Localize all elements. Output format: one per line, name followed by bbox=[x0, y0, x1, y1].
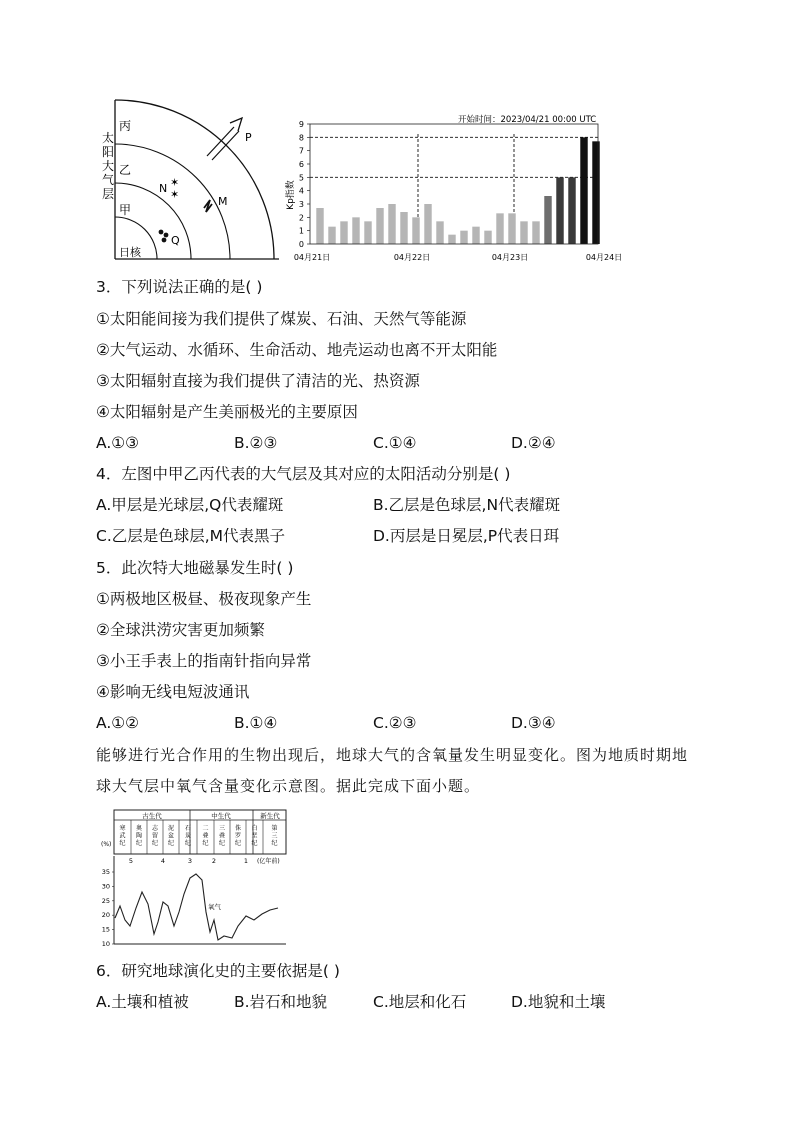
svg-text:阳: 阳 bbox=[102, 145, 115, 159]
period-label: 奥陶纪 bbox=[135, 825, 143, 847]
marker-n: N bbox=[159, 182, 168, 195]
period-label: 三叠纪 bbox=[218, 825, 226, 847]
period-label: 第三纪 bbox=[271, 825, 278, 847]
marker-p: P bbox=[245, 131, 252, 144]
y-unit: (%) bbox=[101, 841, 112, 848]
q5-option-a[interactable]: A.①② bbox=[96, 714, 140, 732]
y-tick-label: 8 bbox=[298, 133, 304, 143]
svg-text:层: 层 bbox=[102, 187, 115, 201]
period-label: 石炭纪 bbox=[184, 825, 192, 847]
time-tick: 4 bbox=[160, 857, 166, 865]
kp-bar bbox=[376, 208, 383, 244]
kp-bar bbox=[316, 208, 323, 244]
kp-bar bbox=[484, 231, 491, 244]
kp-bar bbox=[460, 231, 467, 244]
kp-bar bbox=[556, 177, 563, 244]
era-mesozoic: 中生代 bbox=[211, 812, 231, 820]
passage-line-2: 球大气层中氧气含量变化示意图。据此完成下面小题。 bbox=[96, 777, 481, 795]
y-tick-label: 5 bbox=[298, 173, 304, 183]
y-tick-label: 9 bbox=[298, 120, 304, 129]
y-tick-label: 0 bbox=[298, 240, 304, 249]
kp-bar bbox=[520, 221, 527, 244]
kp-bar bbox=[472, 227, 479, 244]
q5-option-c[interactable]: C.②③ bbox=[373, 714, 417, 732]
svg-text:气: 气 bbox=[102, 173, 115, 187]
q5-item-1: ①两极地区极昼、极夜现象产生 bbox=[96, 590, 312, 608]
sunspot-icon bbox=[159, 230, 169, 243]
y-tick-label: 1 bbox=[298, 226, 304, 236]
curve-label: 氧气 bbox=[208, 903, 221, 911]
period-label: 志留纪 bbox=[151, 825, 159, 847]
side-title bbox=[102, 130, 114, 201]
q5-item-4: ④影响无线电短波通讯 bbox=[96, 683, 250, 701]
y-tick-label: 4 bbox=[298, 186, 304, 196]
kp-bar bbox=[400, 212, 407, 244]
oxygen-content-figure bbox=[100, 808, 290, 948]
y-tick-label: 35 bbox=[101, 868, 110, 876]
y-tick-label: 3 bbox=[298, 200, 304, 209]
q6-option-d[interactable]: D.地貌和土壤 bbox=[511, 993, 606, 1011]
q3-item-2: ②大气运动、水循环、生命活动、地壳运动也离不开太阳能 bbox=[96, 341, 498, 359]
oxygen-curve bbox=[115, 874, 278, 940]
x-tick-label: 04月21日 bbox=[293, 253, 331, 262]
prominence-icon bbox=[204, 200, 212, 212]
q6-option-c[interactable]: C.地层和化石 bbox=[373, 993, 467, 1011]
x-tick-label: 04月23日 bbox=[491, 253, 529, 262]
period-label: 泥盆纪 bbox=[167, 825, 175, 847]
kp-bar bbox=[328, 227, 335, 244]
y-tick-label: 15 bbox=[101, 925, 110, 934]
period-label: 二叠纪 bbox=[202, 825, 209, 847]
q4-stem: 4．左图中甲乙丙代表的大气层及其对应的太阳活动分别是( ) bbox=[96, 465, 511, 483]
kp-bar bbox=[568, 177, 575, 244]
time-tick: 1 bbox=[243, 857, 249, 865]
q3-option-b[interactable]: B.②③ bbox=[234, 434, 278, 452]
kp-bar bbox=[544, 196, 551, 244]
y-tick-label: 2 bbox=[298, 213, 304, 223]
q6-stem: 6．研究地球演化史的主要依据是( ) bbox=[96, 962, 340, 980]
kp-bar bbox=[508, 213, 515, 244]
kp-bar bbox=[592, 141, 599, 244]
solar-layers-figure bbox=[88, 96, 288, 266]
q3-option-c[interactable]: C.①④ bbox=[373, 434, 417, 452]
period-label: 寒武纪 bbox=[119, 825, 126, 847]
kp-bar bbox=[448, 235, 455, 244]
q5-option-b[interactable]: B.①④ bbox=[234, 714, 278, 732]
kp-bar bbox=[412, 217, 419, 244]
time-tick: 2 bbox=[211, 857, 217, 865]
chart-ylabel: Kp指数 bbox=[286, 180, 296, 210]
kp-bar bbox=[436, 221, 443, 244]
q5-item-2: ②全球洪涝灾害更加频繁 bbox=[96, 621, 265, 639]
q6-option-b[interactable]: B.岩石和地貌 bbox=[234, 993, 328, 1011]
q3-item-4: ④太阳辐射是产生美丽极光的主要原因 bbox=[96, 403, 358, 421]
kp-bar bbox=[388, 204, 395, 244]
y-tick-label: 7 bbox=[298, 146, 304, 156]
era-paleozoic: 古生代 bbox=[142, 812, 162, 820]
period-label: 白垩纪 bbox=[251, 825, 258, 847]
time-unit: (亿年前) bbox=[257, 858, 280, 865]
time-tick: 5 bbox=[128, 857, 134, 865]
y-tick-label: 10 bbox=[101, 940, 110, 948]
q4-option-b[interactable]: B.乙层是色球层,N代表耀斑 bbox=[373, 496, 561, 514]
y-tick-label: 30 bbox=[101, 882, 110, 891]
kp-bar bbox=[496, 213, 503, 244]
kp-bar bbox=[364, 221, 371, 244]
layer-core: 日核 bbox=[119, 246, 141, 259]
era-cenozoic: 新生代 bbox=[260, 812, 280, 820]
q3-option-a[interactable]: A.①③ bbox=[96, 434, 140, 452]
kp-index-chart bbox=[278, 107, 630, 267]
marker-q: Q bbox=[171, 234, 180, 247]
kp-bar bbox=[340, 221, 347, 244]
chart-title: 开始时间：2023/04/21 00:00 UTC bbox=[458, 115, 597, 125]
q3-stem: 3．下列说法正确的是( ) bbox=[96, 278, 263, 296]
q5-option-d[interactable]: D.③④ bbox=[511, 714, 556, 732]
layer-yi: 乙 bbox=[119, 163, 132, 177]
y-tick-label: 25 bbox=[101, 896, 110, 905]
time-tick: 3 bbox=[187, 857, 193, 865]
q3-item-1: ①太阳能间接为我们提供了煤炭、石油、天然气等能源 bbox=[96, 310, 467, 328]
kp-bar bbox=[424, 204, 431, 244]
kp-bar bbox=[352, 217, 359, 244]
svg-text:大: 大 bbox=[102, 159, 115, 173]
q4-option-c[interactable]: C.乙层是色球层,M代表黑子 bbox=[96, 527, 286, 545]
q4-option-a[interactable]: A.甲层是光球层,Q代表耀斑 bbox=[96, 496, 284, 514]
x-tick-label: 04月24日 bbox=[585, 253, 623, 262]
svg-text:太: 太 bbox=[102, 131, 115, 145]
y-tick-label: 20 bbox=[101, 911, 110, 920]
period-label: 侏罗纪 bbox=[234, 825, 242, 847]
kp-bar bbox=[580, 137, 587, 244]
q6-option-a[interactable]: A.土壤和植被 bbox=[96, 993, 189, 1011]
flare-star-icon: ✶ bbox=[170, 176, 180, 189]
y-tick-label: 6 bbox=[298, 160, 304, 169]
q3-option-d[interactable]: D.②④ bbox=[511, 434, 556, 452]
layer-jia: 甲 bbox=[119, 203, 132, 217]
q5-stem: 5．此次特大地磁暴发生时( ) bbox=[96, 559, 294, 577]
flare-star-icon: ✶ bbox=[170, 188, 180, 201]
kp-bar bbox=[532, 221, 539, 244]
x-tick-label: 04月22日 bbox=[393, 253, 431, 262]
q5-item-3: ③小王手表上的指南针指向异常 bbox=[96, 652, 312, 670]
q4-option-d[interactable]: D.丙层是日冕层,P代表日珥 bbox=[373, 527, 560, 545]
marker-m: M bbox=[218, 195, 228, 208]
passage-line-1: 能够进行光合作用的生物出现后，地球大气的含氧量发生明显变化。图为地质时期地 bbox=[96, 746, 689, 764]
outer-arc bbox=[115, 100, 274, 259]
q3-item-3: ③太阳辐射直接为我们提供了清洁的光、热资源 bbox=[96, 372, 420, 390]
layer-bing: 丙 bbox=[119, 119, 132, 133]
marker-p-arrow-icon bbox=[207, 118, 242, 160]
